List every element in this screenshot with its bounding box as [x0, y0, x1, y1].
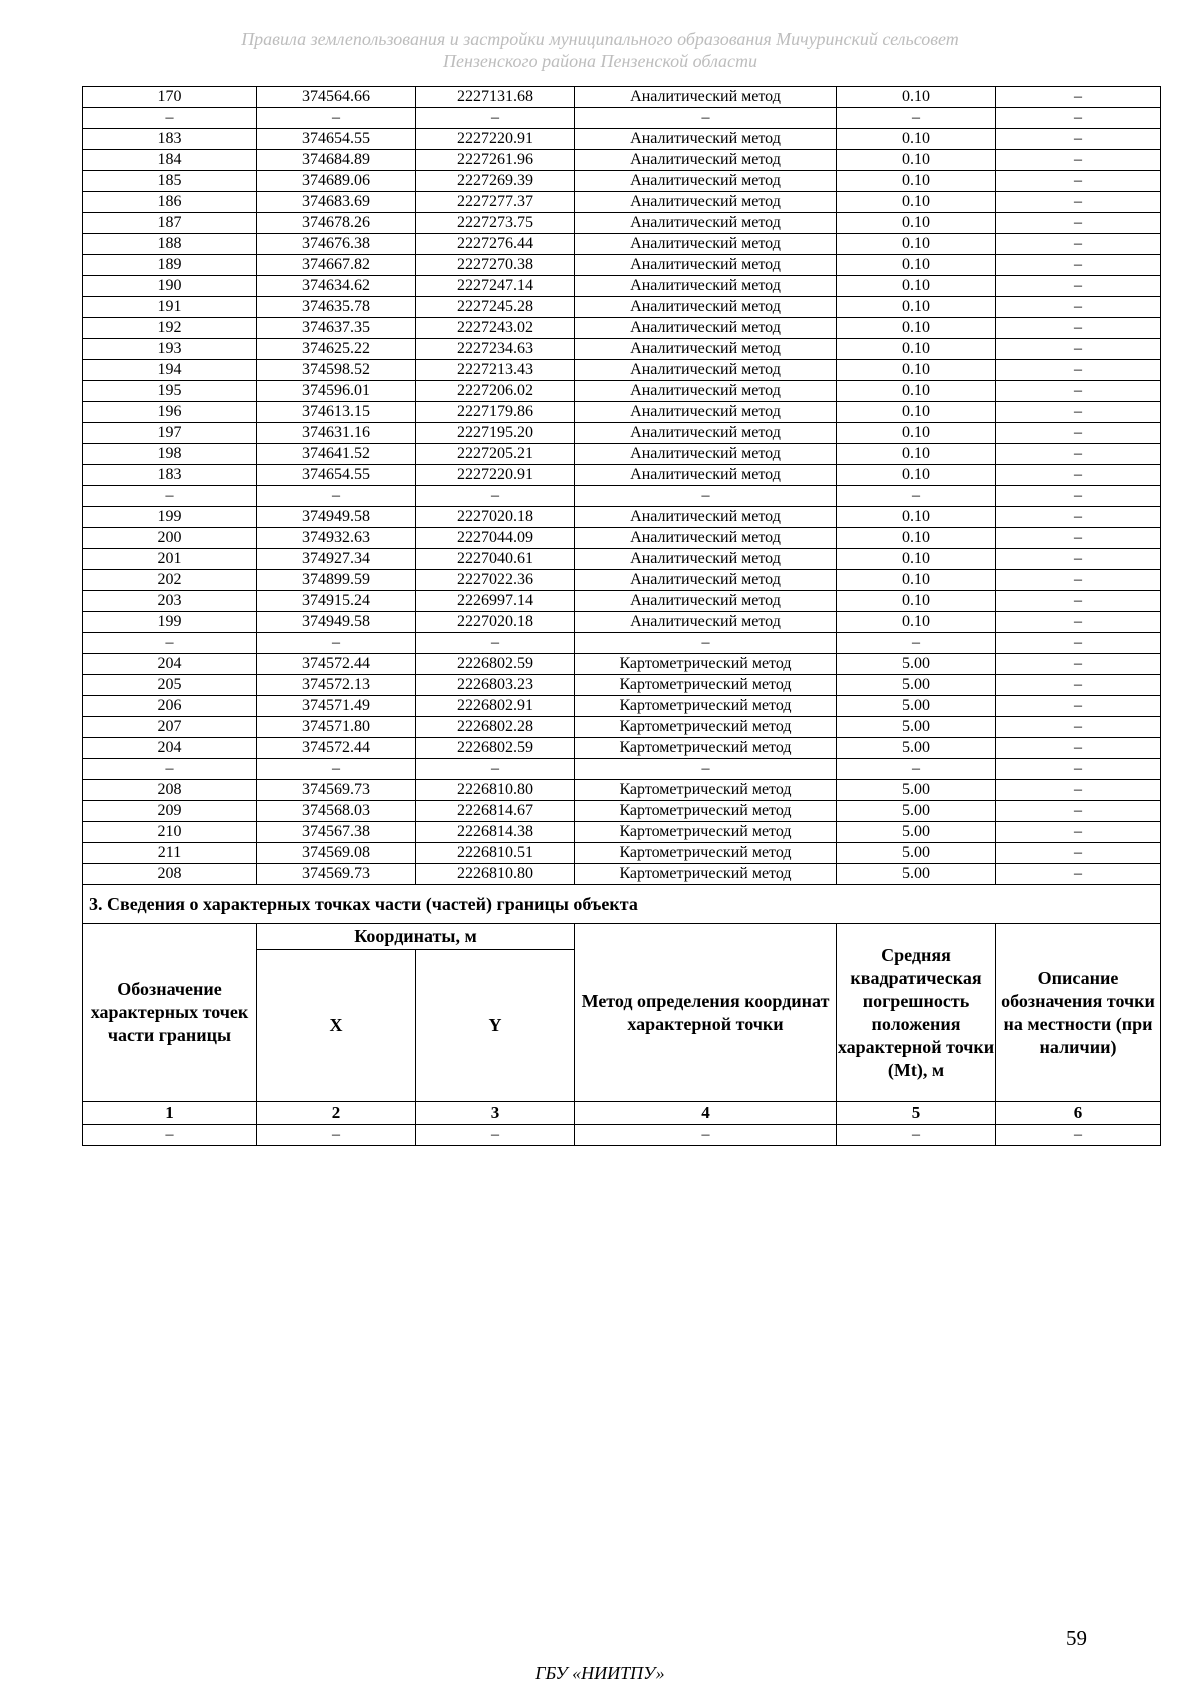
table-row: [83, 87, 1161, 108]
table-row: [83, 276, 1161, 297]
table-row: [83, 465, 1161, 486]
description-cell: –: [996, 612, 1161, 633]
description-cell: –: [996, 150, 1161, 171]
error-cell: 0.10: [837, 129, 996, 150]
error-cell: 5.00: [837, 864, 996, 885]
table-row: [83, 213, 1161, 234]
column-number: 6: [996, 1102, 1161, 1125]
point-number-cell: 200: [83, 528, 257, 549]
error-cell: 5.00: [837, 843, 996, 864]
header-x: X: [257, 950, 416, 1102]
point-number-cell: –: [83, 633, 257, 654]
y-coordinate-cell: 2226802.59: [416, 738, 575, 759]
method-cell: Аналитический метод: [575, 129, 837, 150]
method-cell: Картометрический метод: [575, 780, 837, 801]
table-row: [83, 108, 1161, 129]
description-cell: –: [996, 276, 1161, 297]
page-footer: ГБУ «НИИТПУ»: [535, 1663, 665, 1683]
x-coordinate-cell: –: [257, 108, 416, 129]
point-number-cell: 210: [83, 822, 257, 843]
y-coordinate-cell: 2227195.20: [416, 423, 575, 444]
error-cell: 0.10: [837, 570, 996, 591]
point-number-cell: 193: [83, 339, 257, 360]
error-cell: 0.10: [837, 549, 996, 570]
header-mean-square-error: Средняя квадратическая погрешность положения характерной точки (Мt), м: [837, 924, 996, 1102]
y-coordinate-cell: 2227020.18: [416, 612, 575, 633]
table-row: [83, 150, 1161, 171]
point-number-cell: –: [83, 108, 257, 129]
description-cell: –: [996, 507, 1161, 528]
page-number: 59: [1066, 1626, 1087, 1650]
method-cell: Аналитический метод: [575, 276, 837, 297]
method-cell: Картометрический метод: [575, 822, 837, 843]
method-cell: –: [575, 633, 837, 654]
error-cell: 0.10: [837, 360, 996, 381]
table-row: [83, 822, 1161, 843]
table-row: [83, 381, 1161, 402]
x-coordinate-cell: –: [257, 486, 416, 507]
empty-cell: –: [996, 1125, 1161, 1146]
y-coordinate-cell: 2226802.28: [416, 717, 575, 738]
point-number-cell: 204: [83, 738, 257, 759]
error-cell: 0.10: [837, 276, 996, 297]
method-cell: Аналитический метод: [575, 444, 837, 465]
column-number: 3: [416, 1102, 575, 1125]
point-number-cell: 189: [83, 255, 257, 276]
x-coordinate-cell: 374569.73: [257, 864, 416, 885]
error-cell: 0.10: [837, 213, 996, 234]
y-coordinate-cell: 2227213.43: [416, 360, 575, 381]
table-row: [83, 318, 1161, 339]
point-number-cell: 191: [83, 297, 257, 318]
table-row: [83, 549, 1161, 570]
x-coordinate-cell: 374596.01: [257, 381, 416, 402]
point-number-cell: 190: [83, 276, 257, 297]
method-cell: Аналитический метод: [575, 318, 837, 339]
description-cell: –: [996, 486, 1161, 507]
empty-cell: –: [575, 1125, 837, 1146]
y-coordinate-cell: 2227276.44: [416, 234, 575, 255]
error-cell: 0.10: [837, 150, 996, 171]
point-number-cell: 170: [83, 87, 257, 108]
description-cell: –: [996, 444, 1161, 465]
method-cell: Картометрический метод: [575, 864, 837, 885]
table-row: [83, 570, 1161, 591]
x-coordinate-cell: 374678.26: [257, 213, 416, 234]
y-coordinate-cell: 2227247.14: [416, 276, 575, 297]
description-cell: –: [996, 339, 1161, 360]
method-cell: –: [575, 108, 837, 129]
x-coordinate-cell: 374635.78: [257, 297, 416, 318]
error-cell: –: [837, 759, 996, 780]
method-cell: Аналитический метод: [575, 402, 837, 423]
empty-cell: –: [416, 1125, 575, 1146]
y-coordinate-cell: –: [416, 486, 575, 507]
y-coordinate-cell: –: [416, 633, 575, 654]
method-cell: Аналитический метод: [575, 192, 837, 213]
error-cell: 0.10: [837, 423, 996, 444]
coordinates-table-body: [83, 87, 1161, 885]
table-row: [83, 192, 1161, 213]
error-cell: 0.10: [837, 612, 996, 633]
y-coordinate-cell: 2227269.39: [416, 171, 575, 192]
point-number-cell: 204: [83, 654, 257, 675]
error-cell: 5.00: [837, 801, 996, 822]
description-cell: –: [996, 843, 1161, 864]
table-row: [83, 801, 1161, 822]
description-cell: –: [996, 759, 1161, 780]
x-coordinate-cell: 374569.08: [257, 843, 416, 864]
point-number-cell: 208: [83, 864, 257, 885]
point-number-cell: –: [83, 759, 257, 780]
error-cell: 0.10: [837, 297, 996, 318]
description-cell: –: [996, 822, 1161, 843]
error-cell: 5.00: [837, 696, 996, 717]
header-method: Метод определения координат характерной точки: [575, 924, 837, 1102]
point-number-cell: –: [83, 486, 257, 507]
point-number-cell: 184: [83, 150, 257, 171]
x-coordinate-cell: 374571.49: [257, 696, 416, 717]
header-point-designation: Обозначение характерных точек части границы: [83, 924, 257, 1102]
table-row: [83, 360, 1161, 381]
table-row: [83, 402, 1161, 423]
section-3: [83, 885, 1161, 1146]
method-cell: Аналитический метод: [575, 339, 837, 360]
method-cell: Аналитический метод: [575, 381, 837, 402]
method-cell: Картометрический метод: [575, 654, 837, 675]
x-coordinate-cell: 374641.52: [257, 444, 416, 465]
method-cell: Аналитический метод: [575, 507, 837, 528]
point-number-cell: 201: [83, 549, 257, 570]
empty-cell: –: [257, 1125, 416, 1146]
description-cell: –: [996, 255, 1161, 276]
y-coordinate-cell: 2227273.75: [416, 213, 575, 234]
method-cell: Аналитический метод: [575, 234, 837, 255]
table-row: [83, 612, 1161, 633]
header-coordinates: Координаты, м: [257, 924, 575, 950]
point-number-cell: 188: [83, 234, 257, 255]
table-row: [83, 780, 1161, 801]
point-number-cell: 187: [83, 213, 257, 234]
y-coordinate-cell: 2227234.63: [416, 339, 575, 360]
method-cell: Картометрический метод: [575, 801, 837, 822]
error-cell: 0.10: [837, 318, 996, 339]
column-number: 4: [575, 1102, 837, 1125]
point-number-cell: 183: [83, 129, 257, 150]
x-coordinate-cell: 374567.38: [257, 822, 416, 843]
column-number: 5: [837, 1102, 996, 1125]
method-cell: Аналитический метод: [575, 87, 837, 108]
point-number-cell: 186: [83, 192, 257, 213]
y-coordinate-cell: 2227243.02: [416, 318, 575, 339]
x-coordinate-cell: 374927.34: [257, 549, 416, 570]
x-coordinate-cell: –: [257, 633, 416, 654]
description-cell: –: [996, 381, 1161, 402]
x-coordinate-cell: 374684.89: [257, 150, 416, 171]
error-cell: –: [837, 486, 996, 507]
error-cell: 5.00: [837, 717, 996, 738]
point-number-cell: 203: [83, 591, 257, 612]
description-cell: –: [996, 297, 1161, 318]
table-row: [83, 234, 1161, 255]
table-row: [83, 654, 1161, 675]
method-cell: Картометрический метод: [575, 738, 837, 759]
method-cell: Аналитический метод: [575, 297, 837, 318]
table-row: [83, 759, 1161, 780]
point-number-cell: 211: [83, 843, 257, 864]
method-cell: Аналитический метод: [575, 360, 837, 381]
method-cell: Аналитический метод: [575, 213, 837, 234]
description-cell: –: [996, 234, 1161, 255]
error-cell: 5.00: [837, 738, 996, 759]
method-cell: Аналитический метод: [575, 591, 837, 612]
description-cell: –: [996, 360, 1161, 381]
description-cell: –: [996, 465, 1161, 486]
table-row: [83, 717, 1161, 738]
error-cell: 0.10: [837, 339, 996, 360]
table-row: [83, 486, 1161, 507]
error-cell: 0.10: [837, 234, 996, 255]
method-cell: Аналитический метод: [575, 150, 837, 171]
x-coordinate-cell: 374634.62: [257, 276, 416, 297]
error-cell: –: [837, 108, 996, 129]
y-coordinate-cell: 2227220.91: [416, 465, 575, 486]
header-line-1: Правила землепользования и застройки муниципального образования Мичуринский сельсовет: [241, 29, 959, 49]
y-coordinate-cell: 2227277.37: [416, 192, 575, 213]
y-coordinate-cell: –: [416, 108, 575, 129]
point-number-cell: 207: [83, 717, 257, 738]
description-cell: –: [996, 171, 1161, 192]
x-coordinate-cell: 374932.63: [257, 528, 416, 549]
x-coordinate-cell: 374572.44: [257, 738, 416, 759]
error-cell: 0.10: [837, 192, 996, 213]
description-cell: –: [996, 318, 1161, 339]
section-3-title: 3. Сведения о характерных точках части (частей) границы объекта: [83, 885, 1161, 924]
x-coordinate-cell: 374689.06: [257, 171, 416, 192]
table-row: [83, 864, 1161, 885]
method-cell: Аналитический метод: [575, 528, 837, 549]
table-row: [83, 591, 1161, 612]
method-cell: Картометрический метод: [575, 696, 837, 717]
y-coordinate-cell: 2227020.18: [416, 507, 575, 528]
column-number: 1: [83, 1102, 257, 1125]
y-coordinate-cell: 2227245.28: [416, 297, 575, 318]
point-number-cell: 198: [83, 444, 257, 465]
description-cell: –: [996, 864, 1161, 885]
table-row: [83, 675, 1161, 696]
table-row: [83, 507, 1161, 528]
point-number-cell: 206: [83, 696, 257, 717]
x-coordinate-cell: 374625.22: [257, 339, 416, 360]
point-number-cell: 192: [83, 318, 257, 339]
y-coordinate-cell: 2227206.02: [416, 381, 575, 402]
table-row: [83, 528, 1161, 549]
table-row: [83, 339, 1161, 360]
x-coordinate-cell: 374683.69: [257, 192, 416, 213]
method-cell: Аналитический метод: [575, 465, 837, 486]
error-cell: 0.10: [837, 528, 996, 549]
y-coordinate-cell: –: [416, 759, 575, 780]
method-cell: Аналитический метод: [575, 549, 837, 570]
description-cell: –: [996, 192, 1161, 213]
error-cell: 0.10: [837, 171, 996, 192]
point-number-cell: 208: [83, 780, 257, 801]
error-cell: 0.10: [837, 87, 996, 108]
error-cell: –: [837, 633, 996, 654]
table-row: [83, 843, 1161, 864]
description-cell: –: [996, 570, 1161, 591]
y-coordinate-cell: 2226814.67: [416, 801, 575, 822]
x-coordinate-cell: 374949.58: [257, 612, 416, 633]
description-cell: –: [996, 633, 1161, 654]
description-cell: –: [996, 129, 1161, 150]
x-coordinate-cell: 374915.24: [257, 591, 416, 612]
description-cell: –: [996, 423, 1161, 444]
x-coordinate-cell: 374637.35: [257, 318, 416, 339]
description-cell: –: [996, 801, 1161, 822]
error-cell: 0.10: [837, 507, 996, 528]
description-cell: –: [996, 696, 1161, 717]
x-coordinate-cell: 374564.66: [257, 87, 416, 108]
method-cell: Аналитический метод: [575, 612, 837, 633]
y-coordinate-cell: 2226810.80: [416, 780, 575, 801]
x-coordinate-cell: 374598.52: [257, 360, 416, 381]
description-cell: –: [996, 717, 1161, 738]
error-cell: 5.00: [837, 654, 996, 675]
table-row: [83, 444, 1161, 465]
method-cell: Аналитический метод: [575, 423, 837, 444]
method-cell: Картометрический метод: [575, 675, 837, 696]
description-cell: –: [996, 738, 1161, 759]
y-coordinate-cell: 2227270.38: [416, 255, 575, 276]
y-coordinate-cell: 2227040.61: [416, 549, 575, 570]
y-coordinate-cell: 2226997.14: [416, 591, 575, 612]
error-cell: 0.10: [837, 444, 996, 465]
x-coordinate-cell: 374571.80: [257, 717, 416, 738]
error-cell: 0.10: [837, 381, 996, 402]
y-coordinate-cell: 2227205.21: [416, 444, 575, 465]
header-y: Y: [416, 950, 575, 1102]
error-cell: 0.10: [837, 402, 996, 423]
description-cell: –: [996, 528, 1161, 549]
y-coordinate-cell: 2226810.51: [416, 843, 575, 864]
point-number-cell: 199: [83, 507, 257, 528]
x-coordinate-cell: 374568.03: [257, 801, 416, 822]
x-coordinate-cell: 374572.13: [257, 675, 416, 696]
header-point-description: Описание обозначения точки на местности (при наличии): [996, 924, 1161, 1102]
y-coordinate-cell: 2226802.91: [416, 696, 575, 717]
y-coordinate-cell: 2227220.91: [416, 129, 575, 150]
point-number-cell: 195: [83, 381, 257, 402]
method-cell: Аналитический метод: [575, 255, 837, 276]
y-coordinate-cell: 2226802.59: [416, 654, 575, 675]
method-cell: Картометрический метод: [575, 717, 837, 738]
x-coordinate-cell: 374569.73: [257, 780, 416, 801]
empty-cell: –: [83, 1125, 257, 1146]
coordinates-table: [82, 86, 1161, 1146]
y-coordinate-cell: 2226803.23: [416, 675, 575, 696]
table-row: [83, 423, 1161, 444]
point-number-cell: 199: [83, 612, 257, 633]
x-coordinate-cell: 374572.44: [257, 654, 416, 675]
description-cell: –: [996, 591, 1161, 612]
x-coordinate-cell: 374667.82: [257, 255, 416, 276]
x-coordinate-cell: 374899.59: [257, 570, 416, 591]
point-number-cell: 197: [83, 423, 257, 444]
x-coordinate-cell: 374676.38: [257, 234, 416, 255]
description-cell: –: [996, 108, 1161, 129]
y-coordinate-cell: 2226810.80: [416, 864, 575, 885]
point-number-cell: 194: [83, 360, 257, 381]
description-cell: –: [996, 549, 1161, 570]
point-number-cell: 205: [83, 675, 257, 696]
y-coordinate-cell: 2227261.96: [416, 150, 575, 171]
method-cell: –: [575, 486, 837, 507]
table-row: [83, 738, 1161, 759]
table-row: [83, 696, 1161, 717]
error-cell: 0.10: [837, 465, 996, 486]
x-coordinate-cell: –: [257, 759, 416, 780]
y-coordinate-cell: 2226814.38: [416, 822, 575, 843]
point-number-cell: 183: [83, 465, 257, 486]
table-row: [83, 171, 1161, 192]
point-number-cell: 202: [83, 570, 257, 591]
x-coordinate-cell: 374654.55: [257, 465, 416, 486]
error-cell: 0.10: [837, 591, 996, 612]
description-cell: –: [996, 675, 1161, 696]
page-header: [0, 28, 1200, 72]
y-coordinate-cell: 2227131.68: [416, 87, 575, 108]
point-number-cell: 185: [83, 171, 257, 192]
error-cell: 0.10: [837, 255, 996, 276]
empty-cell: –: [837, 1125, 996, 1146]
method-cell: –: [575, 759, 837, 780]
error-cell: 5.00: [837, 822, 996, 843]
point-number-cell: 209: [83, 801, 257, 822]
header-line-2: Пензенского района Пензенской области: [442, 51, 758, 71]
x-coordinate-cell: 374631.16: [257, 423, 416, 444]
description-cell: –: [996, 780, 1161, 801]
description-cell: –: [996, 402, 1161, 423]
method-cell: Аналитический метод: [575, 570, 837, 591]
y-coordinate-cell: 2227044.09: [416, 528, 575, 549]
error-cell: 5.00: [837, 675, 996, 696]
x-coordinate-cell: 374654.55: [257, 129, 416, 150]
description-cell: –: [996, 654, 1161, 675]
description-cell: –: [996, 213, 1161, 234]
error-cell: 5.00: [837, 780, 996, 801]
method-cell: Аналитический метод: [575, 171, 837, 192]
method-cell: Картометрический метод: [575, 843, 837, 864]
y-coordinate-cell: 2227022.36: [416, 570, 575, 591]
x-coordinate-cell: 374613.15: [257, 402, 416, 423]
table-row: [83, 255, 1161, 276]
table-row: [83, 633, 1161, 654]
table-row: [83, 129, 1161, 150]
description-cell: –: [996, 87, 1161, 108]
table-row: [83, 297, 1161, 318]
y-coordinate-cell: 2227179.86: [416, 402, 575, 423]
point-number-cell: 196: [83, 402, 257, 423]
column-number: 2: [257, 1102, 416, 1125]
x-coordinate-cell: 374949.58: [257, 507, 416, 528]
